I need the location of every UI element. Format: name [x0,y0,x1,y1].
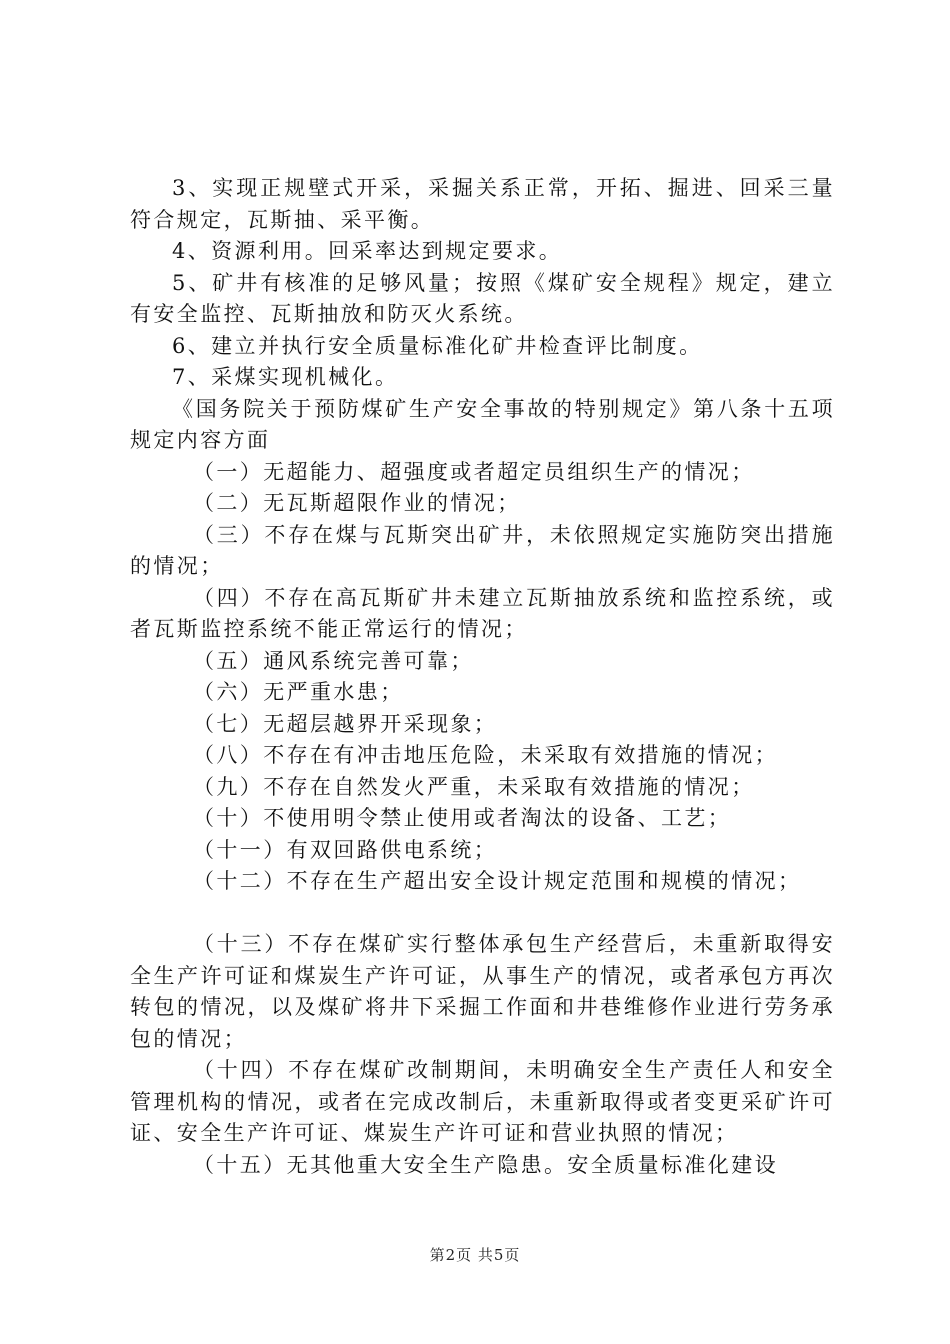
paragraph-item-5: 5、矿井有核准的足够风量；按照《煤矿安全规程》规定，建立有安全监控、瓦斯抽放和防灭火系统。 [130,270,835,326]
regulation-heading: 《国务院关于预防煤矿生产安全事故的特别规定》第八条十五项规定内容方面 [130,396,835,452]
clause-13: （十三）不存在煤矿实行整体承包生产经营后，未重新取得安全生产许可证和煤炭生产许可证，从事生产的情况，或者承包方再次转包的情况，以及煤矿将井下采掘工作面和井巷维修作业进行劳务承包的情况； [130,932,835,1051]
paragraph-item-6: 6、建立并执行安全质量标准化矿井检查评比制度。 [172,333,703,358]
paragraph-item-3: 3、实现正规壁式开采，采掘关系正常，开拓、掘进、回采三量符合规定，瓦斯抽、采平衡。 [130,176,835,232]
clause-3: （三）不存在煤与瓦斯突出矿井，未依照规定实施防突出措施的情况； [130,522,835,578]
clause-15: （十五）无其他重大安全生产隐患。安全质量标准化建设 [193,1152,778,1177]
clause-14: （十四）不存在煤矿改制期间，未明确安全生产责任人和安全管理机构的情况，或者在完成改制后，未重新取得或者变更采矿许可证、安全生产许可证、煤炭生产许可证和营业执照的情况； [130,1058,835,1145]
clause-10: （十）不使用明令禁止使用或者淘汰的设备、工艺； [193,806,732,830]
clause-12: （十二）不存在生产超出安全设计规定范围和规模的情况； [193,869,802,893]
paragraph-item-4: 4、资源利用。回采率达到规定要求。 [172,239,563,263]
clause-1: （一）无超能力、超强度或者超定员组织生产的情况； [193,459,755,484]
document-body [130,173,835,1181]
clause-6: （六）无严重水患； [193,680,404,704]
paragraph-item-7: 7、采煤实现机械化。 [172,365,399,389]
clause-8: （八）不存在有冲击地压危险，未采取有效措施的情况； [193,743,778,767]
clause-11: （十一）有双回路供电系统； [193,837,498,862]
clause-7: （七）无超层越界开采现象； [193,711,498,736]
blank-line [130,898,835,930]
clause-9: （九）不存在自然发火严重，未采取有效措施的情况； [193,774,755,799]
page-number-footer: 第2页 共5页 [429,1246,521,1264]
clause-4: （四）不存在高瓦斯矿井未建立瓦斯抽放系统和监控系统，或者瓦斯监控系统不能正常运行的情况； [130,585,835,641]
clause-5: （五）通风系统完善可靠； [193,648,474,673]
clause-2: （二）无瓦斯超限作业的情况； [193,491,521,515]
